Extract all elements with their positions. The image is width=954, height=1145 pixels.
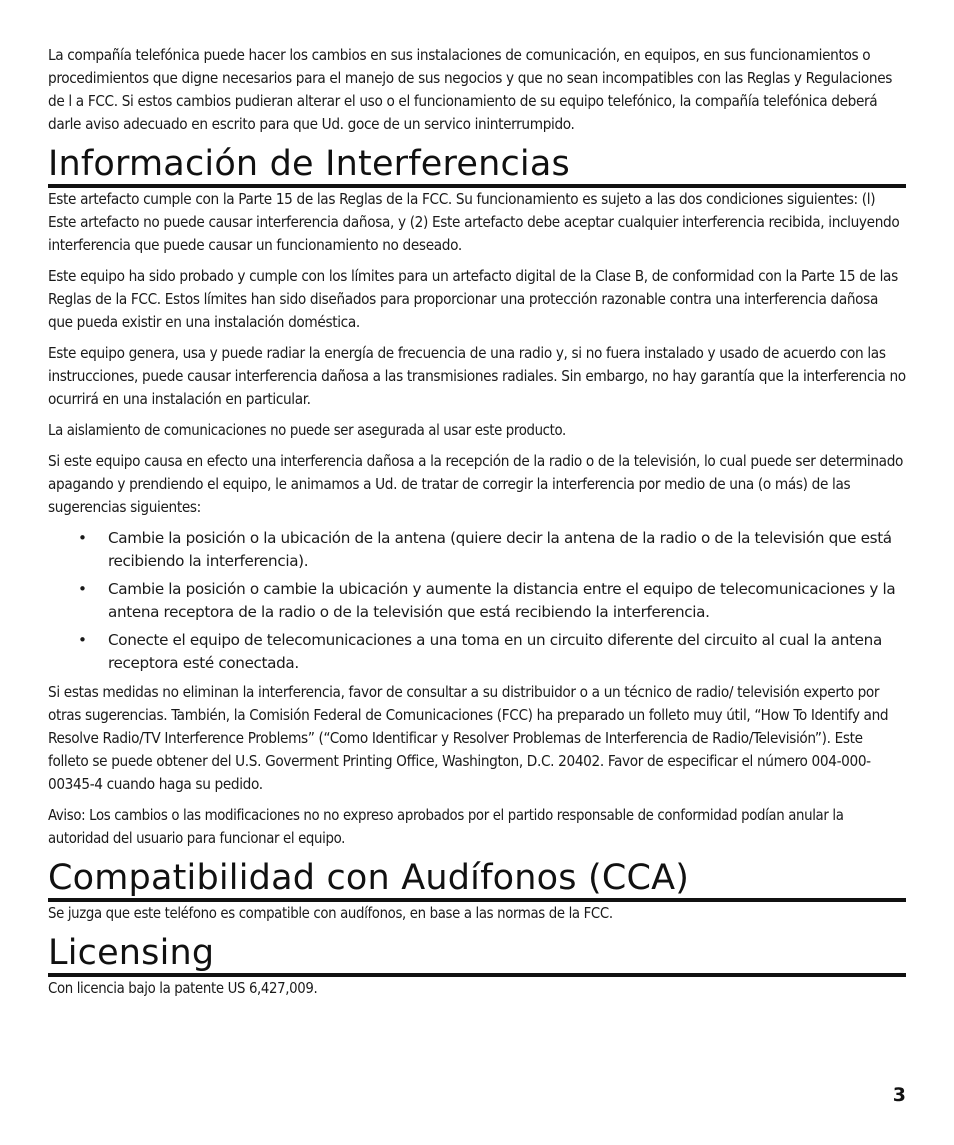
intro-paragraph: La compañía telefónica puede hacer los cambios en sus instalaciones de comunicación, en equipos, en sus funcionamientos o procedimientos que digne necesarios para el manejo de sus negocios y que no sean incompatibles con las Reglas y Regulaciones de l a FCC. Si estos cambios pudieran alterar el uso o el funcionamiento de su equipo telefónico, la compañía telefónica deberá darle aviso adecuado en escrito para que Ud. goce de un servico ininterrumpido. (48, 46, 893, 133)
list-item-text: Conecte el equipo de telecomunicaciones a una toma en un circuito diferente del circuito al cual la antena receptora esté conectada. (108, 631, 882, 672)
licensing-paragraph: Con licencia bajo la patente US 6,427,009. (48, 980, 318, 997)
document-page (48, 44, 906, 1008)
list-item (78, 527, 906, 573)
interference-paragraph-7: Aviso: Los cambios o las modificaciones no no expreso aprobados por el partido responsable de conformidad podían anular la autoridad del usuario para funcionar el equipo. (48, 807, 844, 847)
interference-paragraph-1: Este artefacto cumple con la Parte 15 de las Reglas de la FCC. Su funcionamiento es sujeto a las dos condiciones siguientes: (l) Este artefacto no puede causar interferencia dañosa, y (2) Este artefacto debe aceptar cualquier interferencia recibida, incluyendo interferencia que puede causar un funcionamiento no deseado. (48, 190, 900, 254)
page-number: 3 (892, 1084, 906, 1106)
bullet-icon: • (78, 631, 87, 649)
interference-paragraph-6: Si estas medidas no eliminan la interferencia, favor de consultar a su distribuidor o a un técnico de radio/ televisión experto por otras sugerencias. También, la Comisión Federal de Comunicaciones (FCC) ha preparado un folleto muy útil, “How To Identify and Resolve Radio/TV Interference Problems” (“Como Identificar y Resolver Problemas de Interferencia de Radio/Televisión”). Este folleto se puede obtener del U.S. Goverment Printing Office, Washington, D.C. 20402. Favor de especificar el número 004-000-00345-4 cuando haga su pedido. (48, 683, 889, 793)
licensing-section-title: Licensing (48, 933, 906, 977)
suggestions-list (48, 527, 906, 675)
list-item-text: Cambie la posición o cambie la ubicación y aumente la distancia entre el equipo de telecomunicaciones y la antena receptora de la radio o de la televisión que está recibiendo la interferencia. (108, 580, 896, 621)
interference-paragraph-3: Este equipo genera, usa y puede radiar la energía de frecuencia de una radio y, si no fuera instalado y usado de acuerdo con las instrucciones, puede causar interferencia dañosa a las transmisiones radiales. Sin embargo, no hay garantía que la interferencia no ocurrirá en una instalación en particular. (48, 344, 906, 408)
interference-paragraph-2: Este equipo ha sido probado y cumple con los límites para un artefacto digital de la Clase B, de conformidad con la Parte 15 de las Reglas de la FCC. Estos límites han sido diseñados para proporcionar una protección razonable contra una interferencia dañosa que pueda existir en una instalación doméstica. (48, 267, 898, 331)
hac-paragraph: Se juzga que este teléfono es compatible con audífonos, en base a las normas de la FCC. (48, 905, 613, 922)
interference-paragraph-5: Si este equipo causa en efecto una interferencia dañosa a la recepción de la radio o de la televisión, lo cual puede ser determinado apagando y prendiendo el equipo, le animamos a Ud. de tratar de corregir la interferencia por medio de una (o más) de las sugerencias siguientes: (48, 452, 904, 516)
interference-section-title: Información de Interferencias (48, 144, 906, 188)
list-item-text: Cambie la posición o la ubicación de la antena (quiere decir la antena de la radio o de la televisión que está recibiendo la interferencia). (108, 529, 892, 570)
list-item (78, 578, 906, 624)
interference-paragraph-4: La aislamiento de comunicaciones no puede ser asegurada al usar este producto. (48, 422, 566, 439)
bullet-icon: • (78, 580, 87, 598)
hac-section-title: Compatibilidad con Audífonos (CCA) (48, 858, 906, 902)
bullet-icon: • (78, 529, 87, 547)
list-item (78, 629, 906, 675)
